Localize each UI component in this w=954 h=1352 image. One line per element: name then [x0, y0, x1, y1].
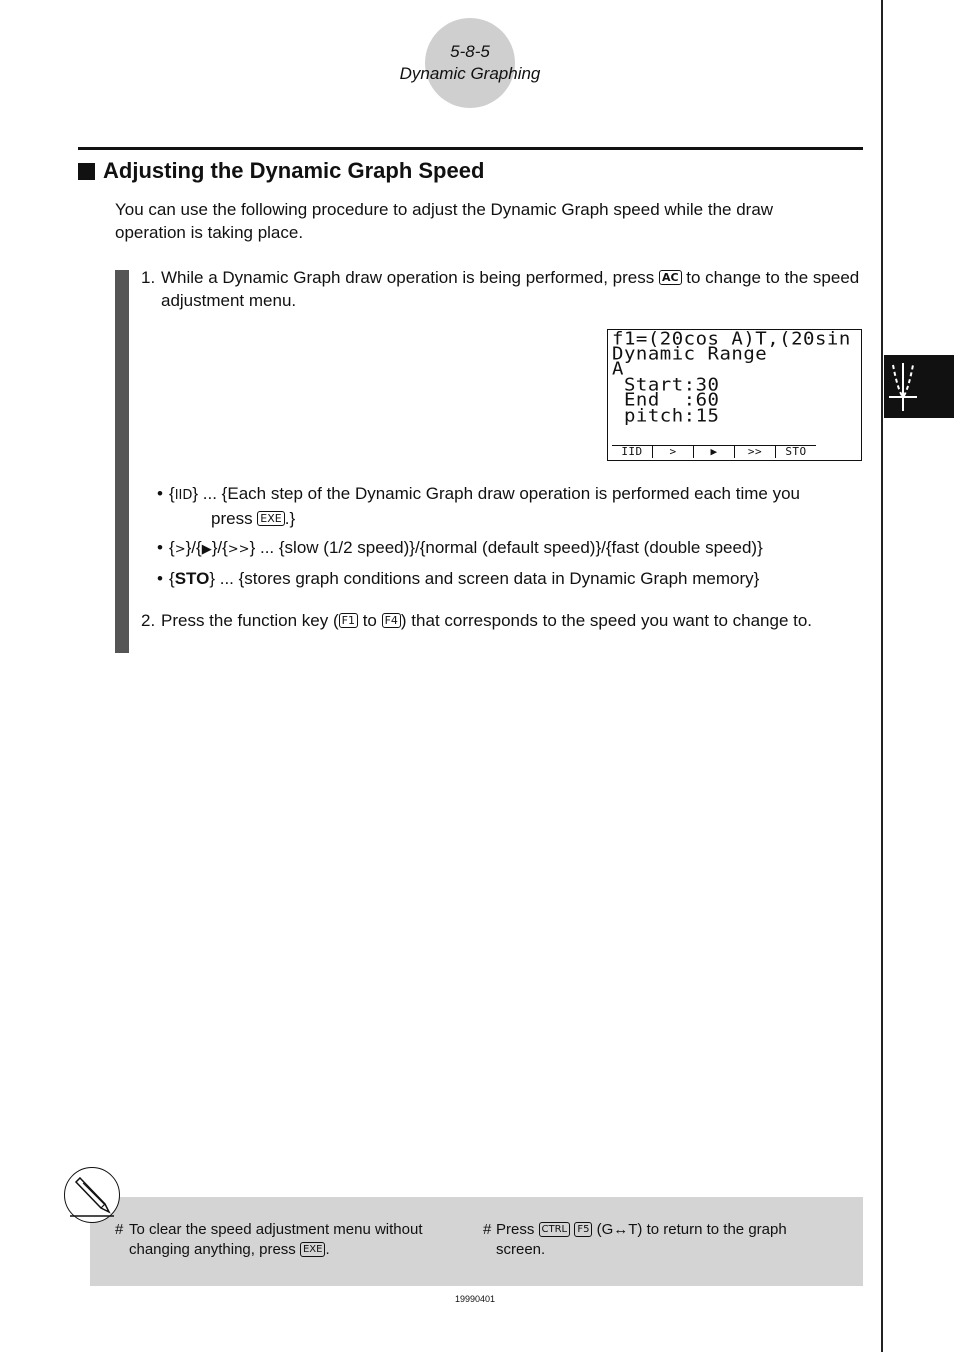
screen-line: f1=(20cos A)T,(20sin — [612, 329, 851, 350]
calculator-screen — [607, 329, 862, 461]
exe-key-icon: EXE — [300, 1242, 326, 1257]
heading-square-icon — [78, 163, 95, 180]
note-line: To clear the speed adjustment menu without — [129, 1221, 423, 1238]
fkey-step: IID — [612, 445, 652, 458]
note-line: screen. — [496, 1241, 546, 1258]
step-number: 1. — [141, 268, 156, 287]
note-line: changing anything, press — [129, 1241, 300, 1258]
step-text-part: While a Dynamic Graph draw operation is being performed, press — [161, 268, 659, 287]
step-number: 2. — [141, 611, 156, 630]
exe-key-icon: EXE — [257, 511, 284, 526]
page-number: 5-8-5 — [450, 42, 490, 61]
step-text — [161, 266, 861, 312]
bullet-text: press — [211, 509, 258, 528]
heading-rule — [78, 147, 863, 150]
header-circle — [425, 18, 515, 108]
step-text-part: to change to the speed adjustment menu. — [161, 268, 860, 310]
ac-key-icon: AC — [659, 270, 682, 285]
section-heading — [78, 158, 484, 184]
screen-line: Start:30 — [612, 374, 720, 396]
note-hash: # — [483, 1221, 492, 1238]
bullet-dot: • — [157, 538, 163, 557]
slow-symbol-icon: > — [174, 542, 186, 557]
note-line: . — [325, 1241, 330, 1258]
step-text-part: ) that corresponds to the speed you want to change to. — [400, 611, 813, 630]
fast-symbol-icon: >> — [227, 542, 250, 557]
screen-line: End :60 — [612, 389, 720, 411]
intro-paragraph: You can use the following procedure to adjust the Dynamic Graph speed while the draw operation is taking place. — [115, 200, 774, 242]
screen-line: A — [612, 358, 624, 380]
bullet-text: ... {stores graph conditions and screen data in Dynamic Graph memory} — [215, 569, 760, 588]
bullet-dot: • — [157, 484, 163, 503]
normal-symbol-icon: ▶ — [201, 542, 212, 557]
note-text — [483, 1220, 843, 1260]
screen-line: pitch:15 — [612, 405, 720, 427]
note-return-graph — [483, 1220, 843, 1260]
f5-key-icon: F5 — [574, 1222, 592, 1237]
note-line: (G↔T) to return to the graph — [592, 1221, 787, 1238]
f4-key-icon: F4 — [382, 613, 401, 628]
conic-graph-icon — [884, 355, 954, 418]
step-text-part: Press the function key ( — [161, 611, 339, 630]
f1-key-icon: F1 — [339, 613, 358, 628]
section-title: Dynamic Graphing — [399, 64, 541, 83]
bullet-step: • {IID} ... {Each step of the Dynamic Graph draw operation is performed each time you press EXE .} — [157, 482, 857, 530]
screen-line: Dynamic Range — [612, 343, 768, 365]
bullet-dot: • — [157, 569, 163, 588]
bullet-speeds: • {>}/{▶}/{>>} ... {slow (1/2 speed)}/{normal (default speed)}/{fast (double speed)} — [157, 538, 763, 557]
right-margin-rule — [881, 0, 883, 1352]
step-2 — [141, 609, 861, 632]
footer-code: 19990401 — [454, 1294, 496, 1304]
step-text-part: to — [357, 611, 382, 630]
fkey-fast: >> — [734, 445, 775, 458]
function-key-bar — [612, 445, 816, 458]
note-hash: # — [115, 1221, 124, 1238]
note-clear-menu — [115, 1220, 465, 1260]
step-1 — [141, 266, 861, 312]
bullet-text: ... {Each step of the Dynamic Graph draw operation is performed each time you — [198, 484, 800, 503]
note-line: Press — [496, 1221, 539, 1238]
step-text — [161, 609, 861, 632]
bullet-text: .} — [284, 509, 296, 528]
fkey-slow: > — [652, 445, 693, 458]
heading-text: Adjusting the Dynamic Graph Speed — [103, 158, 485, 183]
procedure-sidebar-bar — [115, 270, 129, 653]
fkey-sto: STO — [775, 445, 816, 458]
note-text — [115, 1220, 465, 1260]
sto-label: STO — [174, 569, 210, 588]
bullet-continuation — [169, 507, 857, 530]
bullet-list — [157, 482, 857, 596]
ctrl-key-icon: CTRL — [539, 1222, 571, 1237]
chapter-tab-marker — [884, 355, 954, 418]
step-symbol-icon: IID — [174, 488, 193, 503]
pencil-icon — [64, 1167, 120, 1223]
fkey-normal: ▶ — [693, 445, 734, 458]
bullet-text: ... {slow (1/2 speed)}/{normal (default speed)}/{fast (double speed)} — [255, 538, 763, 557]
pencil-drawing — [65, 1168, 119, 1222]
bullet-sto: • {STO} ... {stores graph conditions and screen data in Dynamic Graph memory} — [157, 569, 760, 588]
